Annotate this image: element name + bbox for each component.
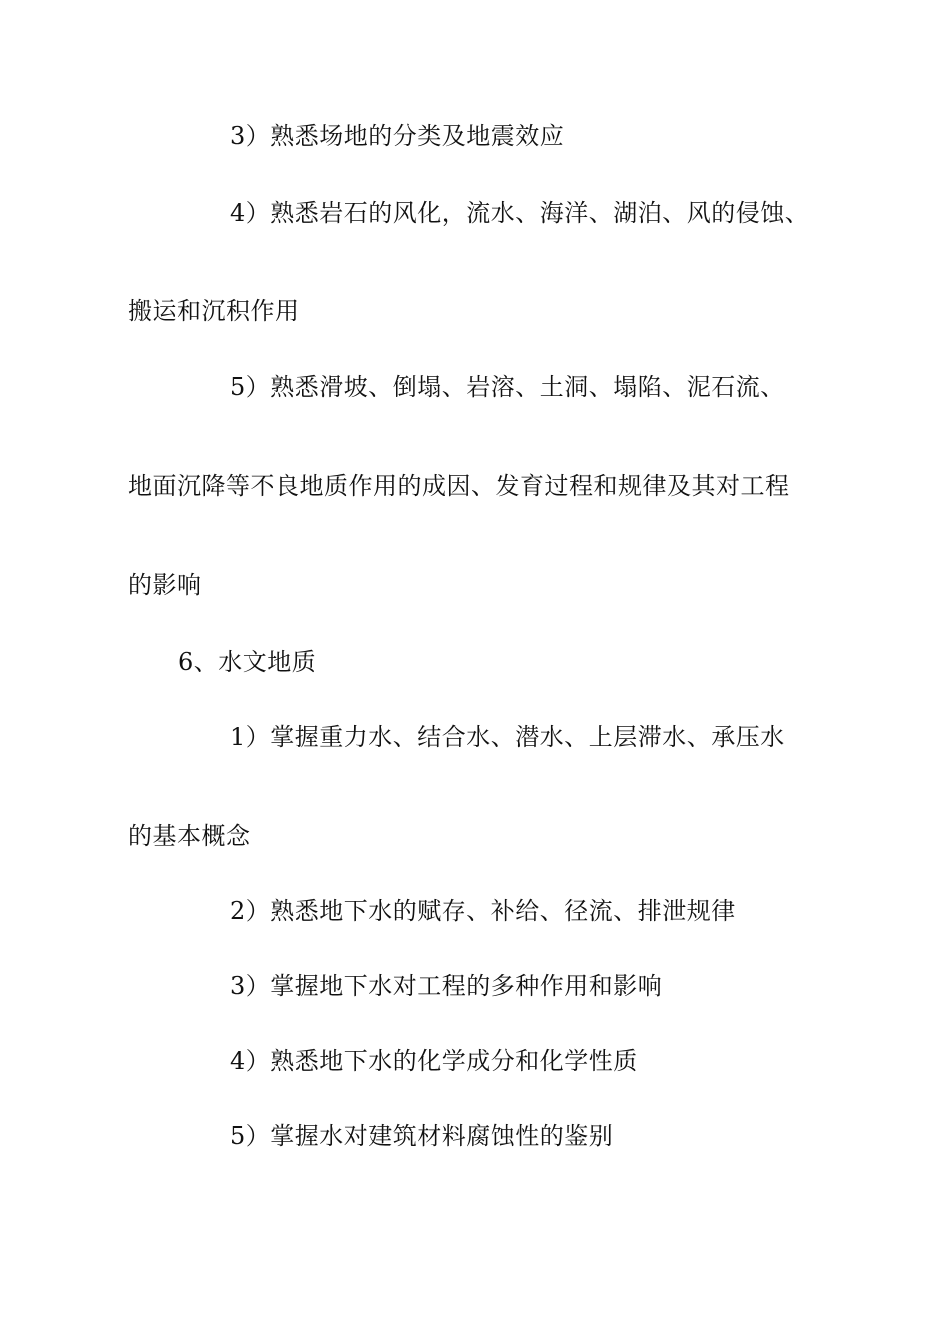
list-item-3-engineering: 3）掌握地下水对工程的多种作用和影响 — [230, 972, 663, 1000]
list-item-5-geohazards: 5）熟悉滑坡、倒塌、岩溶、土洞、塌陷、泥石流、 — [230, 373, 785, 401]
list-item-1-water-types: 1）掌握重力水、结合水、潜水、上层滞水、承压水 — [230, 723, 785, 751]
list-item-5-continuation-end: 的影响 — [128, 571, 202, 599]
list-item-3-seismic: 3）熟悉场地的分类及地震效应 — [230, 122, 565, 150]
list-item-4-continuation: 搬运和沉积作用 — [128, 297, 300, 325]
list-item-5-corrosion: 5）掌握水对建筑材料腐蚀性的鉴别 — [230, 1122, 614, 1150]
list-item-4-chemistry: 4）熟悉地下水的化学成分和化学性质 — [230, 1047, 638, 1075]
list-item-2-groundwater: 2）熟悉地下水的赋存、补给、径流、排泄规律 — [230, 897, 736, 925]
list-item-5-continuation: 地面沉降等不良地质作用的成因、发育过程和规律及其对工程 — [128, 472, 790, 500]
section-heading-hydrogeology: 6、水文地质 — [178, 648, 317, 676]
list-item-1-continuation: 的基本概念 — [128, 822, 251, 850]
list-item-4-weathering: 4）熟悉岩石的风化，流水、海洋、湖泊、风的侵蚀、 — [230, 199, 810, 227]
